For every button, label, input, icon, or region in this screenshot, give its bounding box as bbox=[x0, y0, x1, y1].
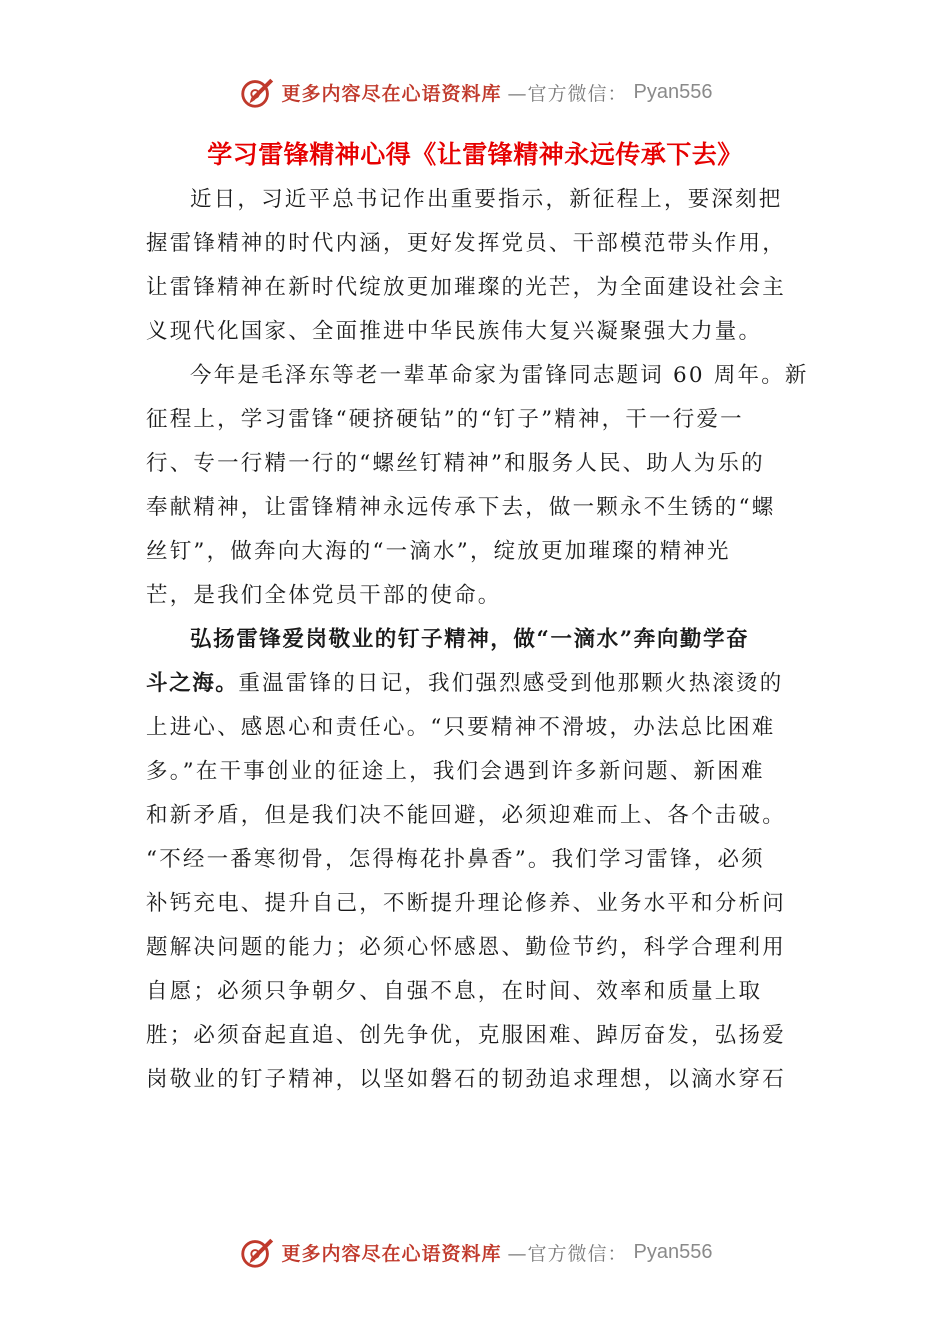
text-line: 行、专一行精一行的“螺丝钉精神”和服务人民、助人为乐的 bbox=[146, 451, 765, 476]
text-line: 奉献精神，让雷锋精神永远传承下去，做一颗永不生锈的“螺 bbox=[146, 495, 776, 520]
text-line: 丝钉”，做奔向大海的“一滴水”，绽放更加璀璨的精神光 bbox=[146, 539, 731, 564]
bold-lead-text: 弘扬雷锋爱岗敬业的钉子精神，做“一滴水”奔向勤学奋 bbox=[190, 627, 750, 652]
text-line: 多。”在干事创业的征途上，我们会遇到许多新问题、新困难 bbox=[146, 759, 765, 784]
text-line: 补钙充电、提升自己，不断提升理论修养、业务水平和分析问 bbox=[146, 891, 786, 916]
text-line: 芒，是我们全体党员干部的使命。 bbox=[146, 583, 502, 608]
text-span: 重温雷锋的日记，我们强烈感受到他那颗火热滚烫的 bbox=[238, 671, 784, 696]
text-line: “不经一番寒彻骨，怎得梅花扑鼻香”。我们学习雷锋，必须 bbox=[146, 847, 765, 872]
text-line: 近日，习近平总书记作出重要指示，新征程上，要深刻把 bbox=[190, 187, 783, 212]
banner-separator: —官方微信： bbox=[507, 82, 628, 105]
banner-separator: —官方微信： bbox=[507, 1242, 628, 1265]
text-line: 义现代化国家、全面推进中华民族伟大复兴凝聚强大力量。 bbox=[146, 319, 763, 344]
paragraph-2 bbox=[146, 354, 809, 618]
bold-lead-text: 斗之海。 bbox=[146, 671, 239, 696]
header-banner bbox=[0, 70, 950, 114]
text-line: 岗敬业的钉子精神，以坚如磐石的韧劲追求理想，以滴水穿石 bbox=[146, 1067, 786, 1092]
text-line: 握雷锋精神的时代内涵，更好发挥党员、干部模范带头作用， bbox=[146, 231, 786, 256]
site-name: 更多内容尽在心语资料库 bbox=[281, 82, 502, 105]
text-line: 和新矛盾，但是我们决不能回避，必须迎难而上、各个击破。 bbox=[146, 803, 786, 828]
wechat-id: Pyan556 bbox=[633, 1240, 713, 1263]
text-line: 今年是毛泽东等老一辈革命家为雷锋同志题词 60 周年。新 bbox=[190, 363, 809, 388]
text-line: 征程上，学习雷锋“硬挤硬钻”的“钉子”精神，干一行爱一 bbox=[146, 407, 744, 432]
text-line: 让雷锋精神在新时代绽放更加璀璨的光芒，为全面建设社会主 bbox=[146, 275, 786, 300]
site-name: 更多内容尽在心语资料库 bbox=[281, 1242, 502, 1265]
text-line: 胜；必须奋起直追、创先争优，克服困难、踔厉奋发，弘扬爱 bbox=[146, 1023, 786, 1048]
text-line: 上进心、感恩心和责任心。“只要精神不滑坡，办法总比困难 bbox=[146, 715, 776, 740]
text-line: 题解决问题的能力；必须心怀感恩、勤俭节约，科学合理利用 bbox=[146, 935, 786, 960]
paragraph-3 bbox=[146, 618, 798, 1102]
text-line: 自愿；必须只争朝夕、自强不息，在时间、效率和质量上取 bbox=[146, 979, 763, 1004]
text-line bbox=[146, 662, 798, 706]
document-body bbox=[146, 178, 809, 1102]
pen-logo-icon bbox=[238, 1233, 276, 1271]
paragraph-1 bbox=[146, 178, 798, 354]
wechat-id: Pyan556 bbox=[633, 80, 713, 103]
document-title: 学习雷锋精神心得《让雷锋精神永远传承下去》 bbox=[207, 140, 743, 169]
pen-logo-icon bbox=[238, 73, 276, 111]
text-line bbox=[146, 618, 798, 662]
footer-banner bbox=[0, 1230, 950, 1274]
